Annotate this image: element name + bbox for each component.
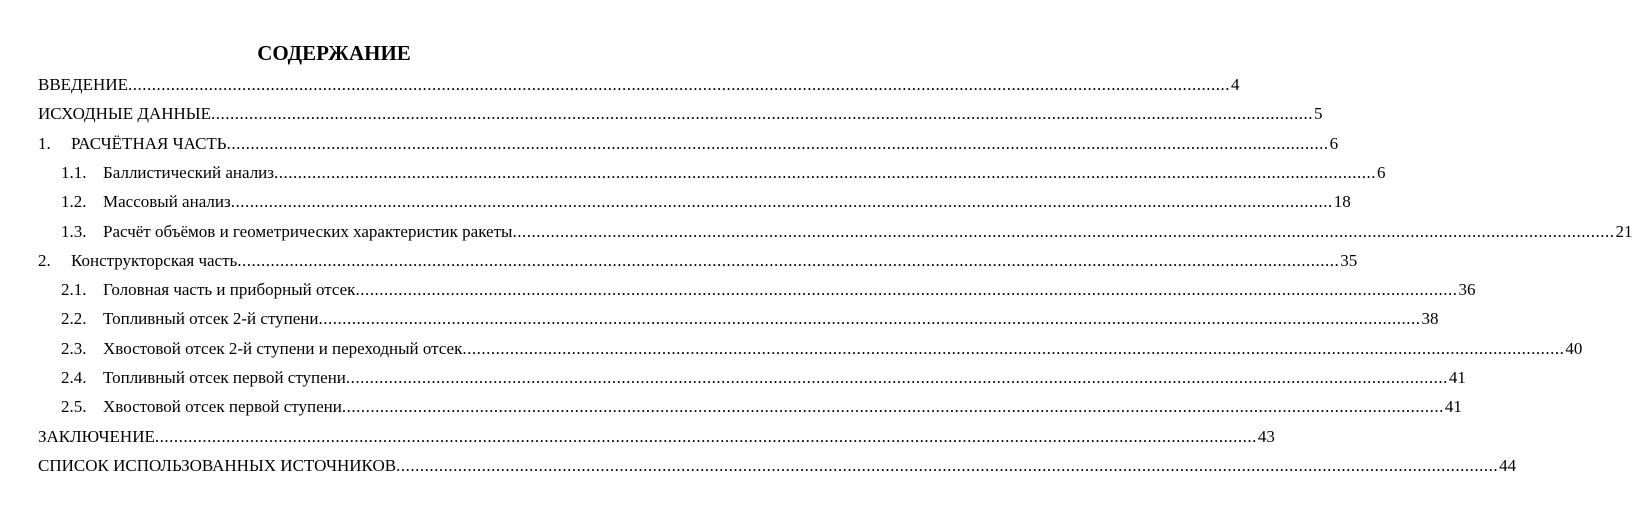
toc-dot-leader	[396, 455, 1498, 477]
toc-dot-leader	[237, 250, 1339, 272]
toc-entry-text: Хвостовой отсек первой ступени	[103, 397, 342, 416]
toc-entry-text: Головная часть и приборный отсек	[103, 280, 356, 299]
toc-entry[interactable]	[38, 74, 1240, 96]
toc-entry-text: ЗАКЛЮЧЕНИЕ	[38, 427, 155, 446]
toc-entry[interactable]	[38, 455, 1517, 477]
toc-entry-page-number: 6	[1377, 163, 1386, 182]
toc-entry-page-number: 36	[1458, 280, 1476, 299]
toc-entry-page-number: 21	[1615, 222, 1632, 241]
toc-entry-number: 1.2.	[61, 192, 87, 211]
toc-entry-page-number: 38	[1421, 309, 1439, 328]
toc-entry-text: Расчёт объёмов и геометрических характеристик ракеты	[103, 222, 513, 241]
toc-entry-page-number: 41	[1444, 397, 1462, 416]
toc-entry-number: 1.	[38, 134, 51, 153]
toc-entry-text: РАСЧЁТНАЯ ЧАСТЬ	[71, 134, 227, 153]
toc-entry-number: 1.3.	[61, 222, 87, 241]
toc-entry-text: Баллистический анализ	[103, 163, 274, 182]
toc-entry-text: Конструкторская часть	[71, 251, 238, 270]
toc-dot-leader	[155, 426, 1257, 448]
toc-entry-page-number: 40	[1565, 339, 1583, 358]
toc-entry-page-number: 5	[1314, 104, 1323, 123]
toc-dot-leader	[512, 221, 1614, 243]
toc-entry-text: ВВЕДЕНИЕ	[38, 75, 128, 94]
toc-entry-text: Массовый анализ	[103, 192, 231, 211]
toc-entry[interactable]	[61, 338, 1583, 360]
toc-title: СОДЕРЖАНИЕ	[257, 41, 411, 65]
toc-entry-text: Топливный отсек первой ступени	[103, 368, 346, 387]
toc-entry[interactable]	[38, 103, 1323, 125]
toc-entry-number: 2.4.	[61, 368, 87, 387]
toc-dot-leader	[227, 133, 1329, 155]
toc-entry-page-number: 44	[1499, 456, 1517, 475]
toc-entry-page-number: 35	[1340, 251, 1358, 270]
toc-entry-page-number: 41	[1448, 368, 1466, 387]
toc-entry[interactable]	[61, 308, 1439, 330]
toc-dot-leader	[128, 74, 1230, 96]
toc-entry[interactable]	[61, 367, 1466, 389]
toc-entry-page-number: 4	[1230, 75, 1240, 94]
toc-entry-text: СПИСОК ИСПОЛЬЗОВАННЫХ ИСТОЧНИКОВ	[38, 456, 397, 475]
toc-entry-number: 2.5.	[61, 397, 87, 416]
toc-entry[interactable]	[61, 162, 1386, 184]
toc-entry-text: Топливный отсек 2-й ступени	[103, 309, 319, 328]
toc-entry-number: 2.3.	[61, 339, 87, 358]
toc-dot-leader	[342, 396, 1444, 418]
toc-entry-number: 2.2.	[61, 309, 87, 328]
toc-entry[interactable]	[38, 250, 1358, 272]
toc-dot-leader	[355, 279, 1457, 301]
toc-entry[interactable]	[61, 396, 1462, 418]
toc-entry[interactable]	[38, 426, 1275, 448]
toc-dot-leader	[211, 103, 1313, 125]
toc-dot-leader	[231, 191, 1333, 213]
toc-entry-page-number: 18	[1333, 192, 1351, 211]
toc-entry[interactable]	[61, 221, 1632, 243]
toc-entry[interactable]	[61, 191, 1351, 213]
toc-entry[interactable]	[38, 133, 1339, 155]
toc-entry-number: 2.1.	[61, 280, 87, 299]
toc-dot-leader	[319, 308, 1421, 330]
toc-dot-leader	[462, 338, 1564, 360]
toc-entry-number: 2.	[38, 251, 51, 270]
toc-entry-page-number: 6	[1329, 134, 1339, 153]
toc-entry-text: Хвостовой отсек 2-й ступени и переходный отсек	[103, 339, 463, 358]
toc-entry[interactable]	[61, 279, 1476, 301]
toc-dot-leader	[274, 162, 1376, 184]
toc-entry-text: ИСХОДНЫЕ ДАННЫЕ	[38, 104, 211, 123]
toc-entry-page-number: 43	[1257, 427, 1275, 446]
toc-dot-leader	[346, 367, 1448, 389]
toc-entry-number: 1.1.	[61, 163, 87, 182]
